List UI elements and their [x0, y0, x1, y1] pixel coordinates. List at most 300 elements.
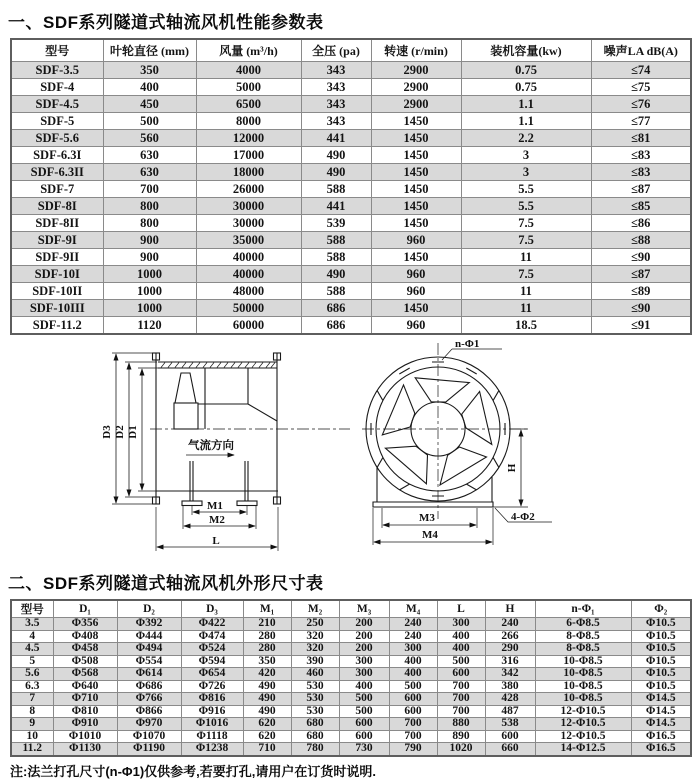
- motor-shape: [175, 373, 196, 403]
- table-cell: 350: [103, 62, 196, 79]
- table-cell: Φ910: [53, 718, 117, 731]
- table-cell: Φ10.5: [631, 618, 691, 631]
- column-header: 型号: [11, 600, 53, 618]
- table-row: [11, 181, 691, 198]
- column-header: 风量 (m³/h): [196, 39, 301, 62]
- table-cell: Φ916: [181, 705, 243, 718]
- table-cell: 18000: [196, 164, 301, 181]
- table-cell: 10: [11, 730, 53, 743]
- dim-l-label: L: [212, 535, 220, 547]
- table-cell: 7.5: [461, 215, 591, 232]
- table-cell: ≤91: [591, 317, 691, 335]
- table-cell: 500: [339, 705, 389, 718]
- table-cell: 890: [437, 730, 485, 743]
- table-cell: Φ866: [117, 705, 181, 718]
- performance-table-title: 一、SDF系列隧道式轴流风机性能参数表: [8, 13, 324, 32]
- table-cell: 680: [291, 730, 339, 743]
- table-row: [11, 266, 691, 283]
- table-cell: 630: [103, 147, 196, 164]
- column-header: 型号: [11, 39, 103, 62]
- table-row: [11, 730, 691, 743]
- table-cell: 500: [339, 693, 389, 706]
- dim-m1-label: M1: [207, 500, 223, 512]
- table-row: [11, 130, 691, 147]
- front-view-diagram: [362, 338, 552, 545]
- table-cell: 680: [291, 718, 339, 731]
- table-cell: 400: [339, 680, 389, 693]
- table-cell: SDF-5: [11, 113, 103, 130]
- table-row: [11, 693, 691, 706]
- fan-outline-drawing: [0, 337, 700, 561]
- table-cell: 11: [461, 249, 591, 266]
- table-cell: 12-Φ10.5: [535, 718, 631, 731]
- table-cell: Φ14.5: [631, 705, 691, 718]
- table-cell: Φ408: [53, 630, 117, 643]
- table-cell: 450: [103, 96, 196, 113]
- table-cell: 210: [243, 618, 291, 631]
- table-cell: ≤88: [591, 232, 691, 249]
- table-cell: 200: [339, 643, 389, 656]
- table-cell: 630: [103, 164, 196, 181]
- table-cell: 500: [389, 680, 437, 693]
- table-cell: 660: [485, 743, 535, 756]
- table-cell: SDF-8I: [11, 198, 103, 215]
- column-header: L: [437, 600, 485, 618]
- impeller-blades: [382, 378, 492, 485]
- side-view-diagram: [101, 353, 350, 551]
- table-cell: 0.75: [461, 62, 591, 79]
- table-cell: Φ654: [181, 668, 243, 681]
- table-cell: 240: [389, 630, 437, 643]
- datasheet-page: [0, 8, 700, 780]
- table-cell: 8-Φ8.5: [535, 630, 631, 643]
- table-cell: 3: [461, 164, 591, 181]
- table-cell: 428: [485, 693, 535, 706]
- table-cell: 600: [389, 705, 437, 718]
- table-cell: 342: [485, 668, 535, 681]
- column-header: M₁: [243, 600, 291, 618]
- table-cell: 490: [301, 147, 371, 164]
- table-cell: SDF-3.5: [11, 62, 103, 79]
- table-cell: 700: [389, 718, 437, 731]
- table-row: [11, 300, 691, 317]
- table-cell: 1000: [103, 283, 196, 300]
- table-cell: 8000: [196, 113, 301, 130]
- table-cell: ≤87: [591, 266, 691, 283]
- table-cell: 588: [301, 249, 371, 266]
- column-header: M₂: [291, 600, 339, 618]
- table-cell: Φ10.5: [631, 680, 691, 693]
- table-cell: Φ1190: [117, 743, 181, 756]
- table-cell: Φ686: [117, 680, 181, 693]
- column-header: 叶轮直径 (mm): [103, 39, 196, 62]
- table-cell: 1000: [103, 300, 196, 317]
- table-cell: 2900: [371, 62, 461, 79]
- table-cell: SDF-10III: [11, 300, 103, 317]
- table-cell: Φ356: [53, 618, 117, 631]
- table-cell: 790: [389, 743, 437, 756]
- column-header: n-Φ₁: [535, 600, 631, 618]
- table-cell: 4.5: [11, 643, 53, 656]
- table-cell: 600: [437, 668, 485, 681]
- table-cell: 530: [291, 705, 339, 718]
- table-cell: Φ1016: [181, 718, 243, 731]
- table-cell: Φ554: [117, 655, 181, 668]
- column-header: D₂: [117, 600, 181, 618]
- table-cell: 600: [485, 730, 535, 743]
- table-cell: 1450: [371, 130, 461, 147]
- table-cell: Φ1238: [181, 743, 243, 756]
- table-cell: 48000: [196, 283, 301, 300]
- airflow-direction-label: 气流方向: [188, 440, 234, 452]
- table-cell: 240: [485, 618, 535, 631]
- table-cell: 200: [339, 630, 389, 643]
- performance-table-body: [11, 62, 691, 335]
- table-cell: Φ1010: [53, 730, 117, 743]
- table-cell: 316: [485, 655, 535, 668]
- table-row: [11, 164, 691, 181]
- table-cell: 7: [11, 693, 53, 706]
- table-cell: ≤86: [591, 215, 691, 232]
- table-cell: 320: [291, 643, 339, 656]
- table-cell: 400: [437, 630, 485, 643]
- table-cell: ≤76: [591, 96, 691, 113]
- performance-header-row: [11, 39, 691, 62]
- table-cell: 3: [461, 147, 591, 164]
- table-cell: 1450: [371, 147, 461, 164]
- table-cell: 5.5: [461, 181, 591, 198]
- table-cell: 800: [103, 198, 196, 215]
- table-cell: 490: [301, 164, 371, 181]
- table-cell: Φ810: [53, 705, 117, 718]
- table-cell: 600: [339, 730, 389, 743]
- table-cell: 400: [389, 655, 437, 668]
- table-cell: Φ10.5: [631, 668, 691, 681]
- table-cell: 12-Φ10.5: [535, 705, 631, 718]
- table-cell: SDF-4: [11, 79, 103, 96]
- column-header: 转速 (r/min): [371, 39, 461, 62]
- table-row: [11, 96, 691, 113]
- table-cell: Φ392: [117, 618, 181, 631]
- dim-m4-label: M4: [422, 529, 438, 541]
- table-cell: SDF-10II: [11, 283, 103, 300]
- table-cell: 11: [461, 283, 591, 300]
- table-cell: 880: [437, 718, 485, 731]
- table-cell: ≤81: [591, 130, 691, 147]
- table-cell: ≤75: [591, 79, 691, 96]
- table-cell: 6-Φ8.5: [535, 618, 631, 631]
- table-cell: SDF-9I: [11, 232, 103, 249]
- table-row: [11, 147, 691, 164]
- table-cell: 530: [291, 693, 339, 706]
- table-cell: SDF-7: [11, 181, 103, 198]
- table-row: [11, 215, 691, 232]
- table-cell: 200: [339, 618, 389, 631]
- table-cell: 1450: [371, 215, 461, 232]
- table-cell: 10-Φ8.5: [535, 655, 631, 668]
- table-cell: 900: [103, 249, 196, 266]
- table-cell: 960: [371, 283, 461, 300]
- table-cell: 280: [243, 630, 291, 643]
- table-cell: Φ444: [117, 630, 181, 643]
- table-row: [11, 249, 691, 266]
- column-header: 噪声LA dB(A): [591, 39, 691, 62]
- table-cell: Φ1118: [181, 730, 243, 743]
- table-cell: SDF-6.3I: [11, 147, 103, 164]
- table-cell: 960: [371, 317, 461, 335]
- footnote: 注:法兰打孔尺寸(n-Φ1)仅供参考,若要打孔,请用户在订货时说明.: [10, 763, 376, 779]
- table-cell: 700: [437, 693, 485, 706]
- table-cell: 490: [243, 693, 291, 706]
- column-header: Φ₂: [631, 600, 691, 618]
- table-cell: SDF-5.6: [11, 130, 103, 147]
- table-cell: 700: [389, 730, 437, 743]
- table-cell: 1450: [371, 198, 461, 215]
- table-cell: Φ766: [117, 693, 181, 706]
- table-cell: 343: [301, 96, 371, 113]
- table-cell: 560: [103, 130, 196, 147]
- table-cell: 500: [437, 655, 485, 668]
- table-cell: 343: [301, 79, 371, 96]
- table-cell: 2.2: [461, 130, 591, 147]
- table-cell: 588: [301, 181, 371, 198]
- table-cell: 900: [103, 232, 196, 249]
- table-cell: 441: [301, 130, 371, 147]
- column-header: D₁: [53, 600, 117, 618]
- table-cell: 1450: [371, 249, 461, 266]
- table-cell: 6.3: [11, 680, 53, 693]
- table-cell: 1.1: [461, 113, 591, 130]
- table-cell: Φ568: [53, 668, 117, 681]
- table-cell: 12-Φ10.5: [535, 730, 631, 743]
- table-cell: 0.75: [461, 79, 591, 96]
- table-cell: 1450: [371, 181, 461, 198]
- table-cell: Φ726: [181, 680, 243, 693]
- table-cell: 800: [103, 215, 196, 232]
- table-cell: 1450: [371, 164, 461, 181]
- table-row: [11, 668, 691, 681]
- table-row: [11, 643, 691, 656]
- dim-m2-label: M2: [209, 514, 225, 526]
- table-cell: 50000: [196, 300, 301, 317]
- table-cell: Φ10.5: [631, 643, 691, 656]
- table-cell: Φ508: [53, 655, 117, 668]
- dim-m3-label: M3: [419, 512, 435, 524]
- table-cell: 10-Φ8.5: [535, 693, 631, 706]
- table-cell: SDF-6.3II: [11, 164, 103, 181]
- table-cell: 26000: [196, 181, 301, 198]
- table-cell: 400: [103, 79, 196, 96]
- dimension-table-body: [11, 618, 691, 756]
- table-row: [11, 705, 691, 718]
- table-cell: Φ14.5: [631, 693, 691, 706]
- dim-d2-label: D2: [114, 425, 126, 439]
- column-header: M₄: [389, 600, 437, 618]
- table-cell: 8-Φ8.5: [535, 643, 631, 656]
- column-header: 装机容量(kw): [461, 39, 591, 62]
- table-cell: 10-Φ8.5: [535, 680, 631, 693]
- table-cell: ≤89: [591, 283, 691, 300]
- table-cell: 40000: [196, 249, 301, 266]
- table-cell: 710: [243, 743, 291, 756]
- table-cell: 400: [389, 668, 437, 681]
- table-cell: 700: [437, 705, 485, 718]
- table-cell: 343: [301, 62, 371, 79]
- table-cell: 250: [291, 618, 339, 631]
- dim-d3-label: D3: [101, 425, 113, 439]
- table-cell: ≤74: [591, 62, 691, 79]
- table-cell: 539: [301, 215, 371, 232]
- table-row: [11, 232, 691, 249]
- table-cell: 390: [291, 655, 339, 668]
- table-cell: Φ640: [53, 680, 117, 693]
- table-cell: 1020: [437, 743, 485, 756]
- table-row: [11, 283, 691, 300]
- table-cell: 620: [243, 718, 291, 731]
- table-cell: 730: [339, 743, 389, 756]
- table-cell: SDF-8II: [11, 215, 103, 232]
- table-cell: 700: [103, 181, 196, 198]
- table-cell: 400: [437, 643, 485, 656]
- table-cell: Φ816: [181, 693, 243, 706]
- table-row: [11, 198, 691, 215]
- table-cell: 490: [243, 705, 291, 718]
- table-cell: 300: [339, 655, 389, 668]
- table-cell: ≤77: [591, 113, 691, 130]
- dimension-table: [10, 599, 692, 757]
- table-cell: 380: [485, 680, 535, 693]
- table-cell: 490: [301, 266, 371, 283]
- table-cell: 343: [301, 113, 371, 130]
- table-cell: ≤90: [591, 300, 691, 317]
- table-cell: 487: [485, 705, 535, 718]
- table-row: [11, 113, 691, 130]
- table-cell: 3.5: [11, 618, 53, 631]
- table-cell: 1120: [103, 317, 196, 335]
- table-cell: 960: [371, 266, 461, 283]
- table-cell: 460: [291, 668, 339, 681]
- dimension-table-title: 二、SDF系列隧道式轴流风机外形尺寸表: [8, 574, 324, 593]
- table-cell: 60000: [196, 317, 301, 335]
- table-cell: Φ1130: [53, 743, 117, 756]
- table-cell: 441: [301, 198, 371, 215]
- table-cell: 300: [339, 668, 389, 681]
- table-cell: 30000: [196, 215, 301, 232]
- dim-d1-label: D1: [127, 425, 139, 439]
- table-cell: 4: [11, 630, 53, 643]
- table-row: [11, 630, 691, 643]
- table-cell: ≤87: [591, 181, 691, 198]
- table-cell: 500: [103, 113, 196, 130]
- table-cell: 1.1: [461, 96, 591, 113]
- table-cell: Φ1070: [117, 730, 181, 743]
- table-cell: Φ14.5: [631, 718, 691, 731]
- column-header: M₃: [339, 600, 389, 618]
- dim-h-label: H: [506, 463, 518, 473]
- table-cell: 7.5: [461, 266, 591, 283]
- table-cell: 30000: [196, 198, 301, 215]
- table-cell: Φ494: [117, 643, 181, 656]
- table-cell: Φ524: [181, 643, 243, 656]
- table-cell: 240: [389, 618, 437, 631]
- table-cell: Φ16.5: [631, 730, 691, 743]
- table-cell: 600: [339, 718, 389, 731]
- table-cell: 780: [291, 743, 339, 756]
- table-cell: Φ10.5: [631, 655, 691, 668]
- table-row: [11, 655, 691, 668]
- table-cell: 588: [301, 283, 371, 300]
- table-cell: 1450: [371, 300, 461, 317]
- column-header: 全压 (pa): [301, 39, 371, 62]
- dimension-header-row: [11, 600, 691, 618]
- table-cell: 350: [243, 655, 291, 668]
- table-cell: SDF-10I: [11, 266, 103, 283]
- table-cell: 2900: [371, 96, 461, 113]
- table-cell: 2900: [371, 79, 461, 96]
- base-holes-label: 4-Φ2: [511, 511, 535, 523]
- table-cell: 280: [243, 643, 291, 656]
- table-cell: 5.6: [11, 668, 53, 681]
- table-cell: 35000: [196, 232, 301, 249]
- table-cell: 10-Φ8.5: [535, 668, 631, 681]
- table-cell: 588: [301, 232, 371, 249]
- table-row: [11, 680, 691, 693]
- table-cell: 5.5: [461, 198, 591, 215]
- flange-holes-label: n-Φ1: [455, 338, 480, 350]
- table-cell: ≤85: [591, 198, 691, 215]
- table-row: [11, 743, 691, 756]
- table-cell: 5: [11, 655, 53, 668]
- table-row: [11, 718, 691, 731]
- table-cell: 700: [437, 680, 485, 693]
- table-cell: ≤90: [591, 249, 691, 266]
- table-cell: SDF-11.2: [11, 317, 103, 335]
- table-cell: 12000: [196, 130, 301, 147]
- table-cell: 7.5: [461, 232, 591, 249]
- table-cell: 320: [291, 630, 339, 643]
- table-row: [11, 618, 691, 631]
- table-cell: Φ970: [117, 718, 181, 731]
- table-cell: ≤83: [591, 164, 691, 181]
- table-cell: Φ16.5: [631, 743, 691, 756]
- column-header: H: [485, 600, 535, 618]
- table-cell: 600: [389, 693, 437, 706]
- table-cell: 9: [11, 718, 53, 731]
- table-cell: Φ614: [117, 668, 181, 681]
- table-cell: Φ594: [181, 655, 243, 668]
- table-cell: 11.2: [11, 743, 53, 756]
- table-row: [11, 317, 691, 335]
- table-cell: Φ422: [181, 618, 243, 631]
- table-cell: 40000: [196, 266, 301, 283]
- table-cell: 686: [301, 317, 371, 335]
- table-cell: Φ10.5: [631, 630, 691, 643]
- table-row: [11, 79, 691, 96]
- table-cell: 530: [291, 680, 339, 693]
- table-cell: 266: [485, 630, 535, 643]
- table-cell: Φ458: [53, 643, 117, 656]
- table-cell: 4000: [196, 62, 301, 79]
- table-cell: SDF-4.5: [11, 96, 103, 113]
- table-cell: 960: [371, 232, 461, 249]
- table-cell: 14-Φ12.5: [535, 743, 631, 756]
- table-cell: 11: [461, 300, 591, 317]
- column-header: D₃: [181, 600, 243, 618]
- table-cell: 18.5: [461, 317, 591, 335]
- table-cell: 6500: [196, 96, 301, 113]
- table-cell: 17000: [196, 147, 301, 164]
- table-cell: 290: [485, 643, 535, 656]
